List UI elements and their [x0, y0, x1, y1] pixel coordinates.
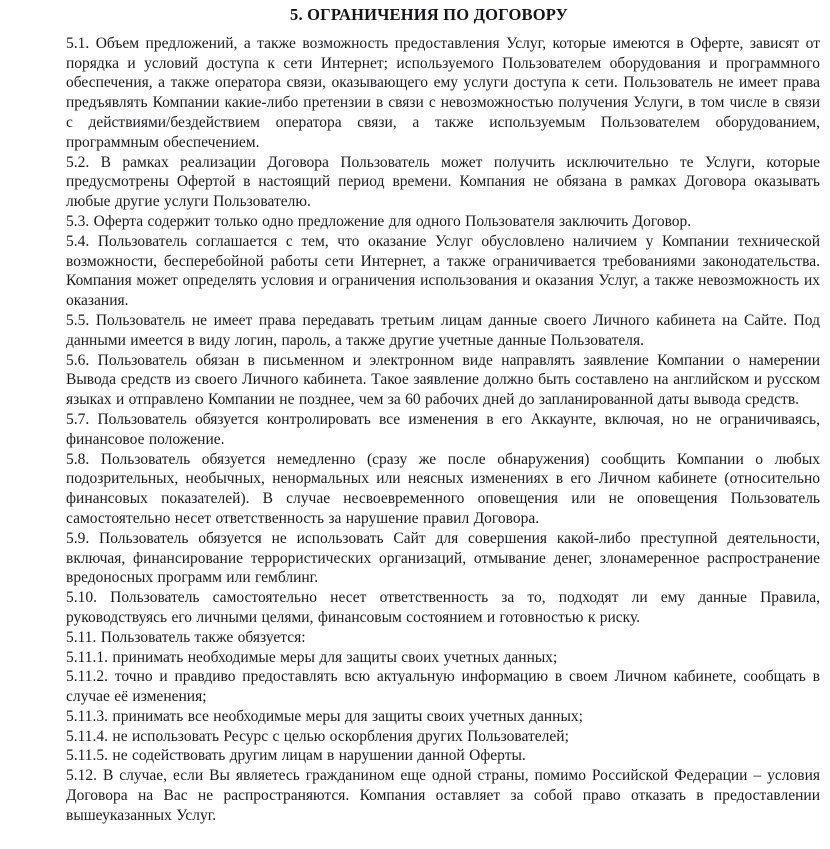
clause-5-3: 5.3. Оферта содержит только одно предложение для одного Пользователя заключить Договор. [66, 212, 692, 230]
document-body [66, 34, 820, 826]
clause-5-7: 5.7. Пользователь обязуется контролировать все изменения в его Аккаунте, включая, но не ограничиваясь, финансовое положение. [66, 410, 820, 448]
clause-5-12: 5.12. В случае, если Вы являетесь гражданином еще одной страны, помимо Российской Федерации – условия Договора на Вас не распространяются. Компания оставляет за собой право отказать в предоставлении вышеуказанных Услуг. [66, 767, 820, 824]
clause-5-5: 5.5. Пользователь не имеет права передавать третьим лицам данные своего Личного кабинета на Сайте. Под данными имеется в виду логин, пароль, а также другие учетные данные Пользователя. [66, 311, 820, 349]
document-title: 5. ОГРАНИЧЕНИЯ ПО ДОГОВОРУ [290, 5, 568, 24]
clause-5-4: 5.4. Пользователь соглашается с тем, что оказание Услуг обусловлено наличием у Компании технической возможности, бесперебойной работы сети Интернет, а также ограничивается требованиями законодательства. Компания может определять условия и ограничения использования и оказания Услуг, а также невозможность их оказания. [66, 232, 820, 310]
clause-5-8: 5.8. Пользователь обязуется немедленно (сразу же после обнаружения) сообщить Компании о любых подозрительных, необычных, ненормальных или неясных изменениях в его Личном кабинете (относительно финансовых показателей). В случае несвоевременного оповещения или не оповещения Пользователь самостоятельно несет ответственность за нарушение правил Договора. [66, 450, 820, 527]
clause-5-11-2: 5.11.2. точно и правдиво предоставлять всю актуальную информацию в своем Личном кабинете, сообщать в случае её изменения; [66, 668, 820, 706]
clause-5-1: 5.1. Объем предложений, а также возможность предоставления Услуг, которые имеются в Оферте, зависят от порядка и условий доступа к сети Интернет; используемого Пользователем оборудования и программного обеспечения, а также оператора связи, оказывающего ему услуги доступа к сети. Пользователь не имеет права предъявлять Компании какие-либо претензии в связи с невозможностью получения Услуги, в том числе в связи с действиями/бездействием оператора связи, а также используемым Пользователем оборудованием, программным обеспечением. [66, 34, 820, 151]
clause-5-11-3: 5.11.3. принимать все необходимые меры для защиты своих учетных данных; [66, 707, 583, 725]
clause-5-11: 5.11. Пользователь также обязуется: [66, 628, 306, 646]
clause-5-11-5: 5.11.5. не содействовать другим лицам в нарушении данной Оферты. [66, 747, 526, 765]
clause-5-11-4: 5.11.4. не использовать Ресурс с целью оскорбления других Пользователей; [66, 727, 569, 745]
clause-5-11-1: 5.11.1. принимать необходимые меры для защиты своих учетных данных; [66, 648, 558, 666]
clause-5-9: 5.9. Пользователь обязуется не использовать Сайт для совершения какой-либо преступной деятельности, включая, финансирование террористических организаций, отмывание денег, злонамеренное распространение вредоносных программ или гемблинг. [66, 529, 820, 587]
clause-5-6: 5.6. Пользователь обязан в письменном и электронном виде направлять заявление Компании о намерении Вывода средств из своего Личного кабинета. Такое заявление должно быть составлено на английском и русском языках и отправлено Компании не позднее, чем за 60 рабочих дней до запланированной даты вывода средств. [66, 351, 820, 409]
clause-5-2: 5.2. В рамках реализации Договора Пользователь может получить исключительно те Услуги, которые предусмотрены Офертой в настоящий период времени. Компания не обязана в рамках Договора оказывать любые другие услуги Пользователю. [66, 153, 820, 211]
clause-5-10: 5.10. Пользователь самостоятельно несет ответственность за то, подходят ли ему данные Правила, руководствуясь его личными целями, финансовым состоянием и готовностью к риску. [66, 589, 820, 626]
